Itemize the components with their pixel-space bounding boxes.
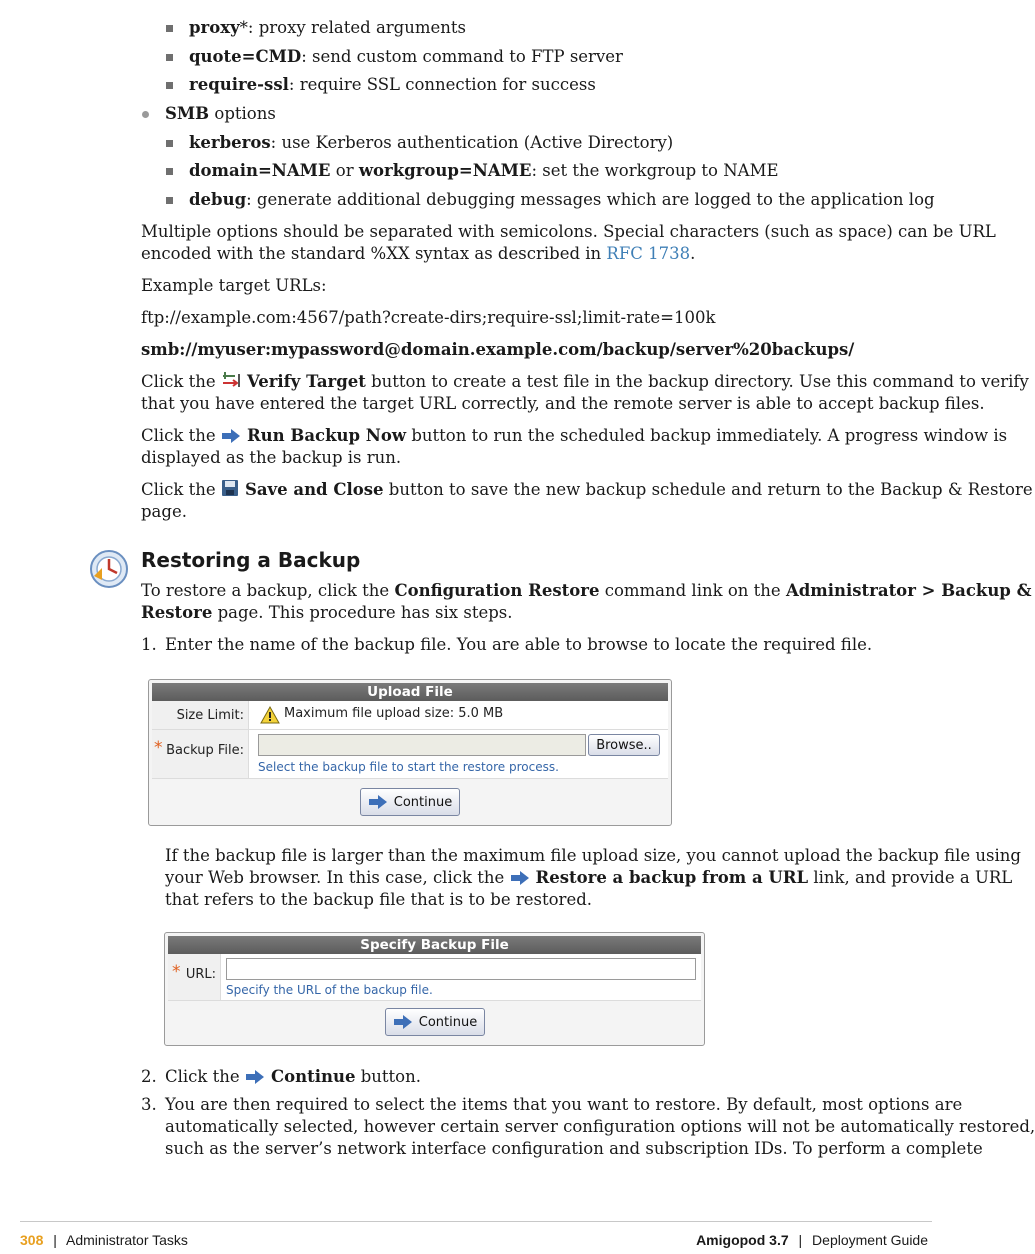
ftp-option-quote: quote=CMD: send custom command to FTP server bbox=[189, 47, 623, 66]
required-marker: * bbox=[154, 738, 163, 758]
example-label: Example target URLs: bbox=[141, 276, 327, 295]
smb-option-domain: domain=NAME or workgroup=NAME: set the workgroup to NAME bbox=[189, 161, 779, 180]
bullet bbox=[166, 54, 173, 61]
url-input[interactable] bbox=[226, 958, 696, 980]
footer-doc: Deployment Guide bbox=[812, 1232, 928, 1248]
backup-file-row bbox=[152, 730, 668, 779]
restore-section-icon bbox=[88, 548, 130, 590]
size-limit-value: Maximum file upload size: 5.0 MB bbox=[284, 706, 504, 721]
url-label: URL: bbox=[185, 967, 216, 982]
upload-file-form bbox=[148, 679, 672, 826]
browse-button[interactable]: Browse.. bbox=[588, 734, 660, 756]
bullet bbox=[166, 197, 173, 204]
step-3-text: You are then required to select the items that you want to restore. By default, most options are automatically selected, however certain server configuration options will not be automatically restored, such as the server’s network interface configuration and subscription IDs. To perform a complete bbox=[165, 1095, 1035, 1158]
paragraph-save-close: Click the Save and Close button to save the new backup schedule and return to the Backup & Restore page. bbox=[141, 480, 1033, 521]
footer-left: 308 | Administrator Tasks bbox=[20, 1232, 188, 1248]
form-title: Specify Backup File bbox=[168, 936, 701, 954]
arrow-right-icon bbox=[368, 795, 388, 809]
paragraph-run-backup: Click the Run Backup Now button to run the scheduled backup immediately. A progress window is displayed as the backup is run. bbox=[141, 426, 1008, 467]
paragraph-restore-intro: To restore a backup, click the Configuration Restore command link on the Administrator > Backup & Restore page. This procedure has six steps. bbox=[141, 581, 1032, 622]
url-row bbox=[168, 954, 701, 1001]
arrow-right-icon bbox=[393, 1015, 413, 1029]
footer-divider bbox=[20, 1221, 932, 1222]
example-url-ftp: ftp://example.com:4567/path?create-dirs;require-ssl;limit-rate=100k bbox=[141, 308, 716, 327]
paragraph-verify-target: Click the Verify Target button to create a test file in the backup directory. Use this command to verify that you have entered the target URL correctly, and the remote server is able to accept backup files. bbox=[141, 372, 1029, 413]
form-title: Upload File bbox=[152, 683, 668, 701]
bullet bbox=[142, 111, 149, 118]
arrow-right-icon bbox=[221, 429, 241, 443]
section-title: Restoring a Backup bbox=[141, 548, 361, 572]
required-marker: * bbox=[172, 962, 181, 982]
backup-file-hint: Select the backup file to start the restore process. bbox=[258, 760, 559, 774]
rfc-link[interactable]: RFC 1738 bbox=[606, 244, 691, 263]
bullet bbox=[166, 25, 173, 32]
specify-backup-file-form bbox=[164, 932, 705, 1046]
arrow-right-icon bbox=[245, 1070, 265, 1084]
example-url-smb: smb://myuser:mypassword@domain.example.com/backup/server%20backups/ bbox=[141, 340, 855, 359]
verify-target-icon bbox=[221, 371, 241, 389]
footer-right: Amigopod 3.7 | Deployment Guide bbox=[696, 1232, 928, 1248]
footer-section: Administrator Tasks bbox=[66, 1232, 188, 1248]
warning-icon bbox=[260, 706, 280, 724]
bullet bbox=[166, 168, 173, 175]
url-hint: Specify the URL of the backup file. bbox=[226, 983, 433, 997]
step-number: 3. bbox=[141, 1095, 157, 1114]
size-limit-row bbox=[152, 701, 668, 730]
continue-button[interactable]: Continue bbox=[385, 1008, 485, 1036]
size-limit-label: Size Limit: bbox=[176, 708, 244, 723]
arrow-right-icon bbox=[510, 871, 530, 885]
footer-product: Amigopod 3.7 bbox=[696, 1232, 789, 1248]
smb-option-debug: debug: generate additional debugging messages which are logged to the application log bbox=[189, 190, 935, 209]
step-2-text: Click the Continue button. bbox=[165, 1067, 421, 1086]
paragraph-large-file: If the backup file is larger than the maximum file upload size, you cannot upload the backup file using your Web browser. In this case, click the Restore a backup from a URL link, and provide a URL that refers to the backup file that is to be restored. bbox=[165, 846, 1021, 909]
smb-options-heading: SMB options bbox=[165, 104, 276, 123]
bullet bbox=[166, 82, 173, 89]
backup-file-label: Backup File: bbox=[166, 743, 244, 758]
smb-option-kerberos: kerberos: use Kerberos authentication (Active Directory) bbox=[189, 133, 674, 152]
ftp-option-require-ssl: require-ssl: require SSL connection for success bbox=[189, 75, 596, 94]
step-number: 2. bbox=[141, 1067, 157, 1086]
paragraph-multiple-options: Multiple options should be separated with semicolons. Special characters (such as space) can be URL encoded with the standard %XX syntax as described in RFC 1738. bbox=[141, 222, 996, 263]
backup-file-input[interactable] bbox=[258, 734, 586, 756]
floppy-disk-icon bbox=[221, 479, 239, 497]
step-1-text: Enter the name of the backup file. You are able to browse to locate the required file. bbox=[165, 635, 873, 654]
continue-button[interactable]: Continue bbox=[360, 788, 460, 816]
ftp-option-proxy: proxy*: proxy related arguments bbox=[189, 18, 467, 37]
page-number: 308 bbox=[20, 1232, 44, 1248]
step-number: 1. bbox=[141, 635, 157, 654]
bullet bbox=[166, 140, 173, 147]
